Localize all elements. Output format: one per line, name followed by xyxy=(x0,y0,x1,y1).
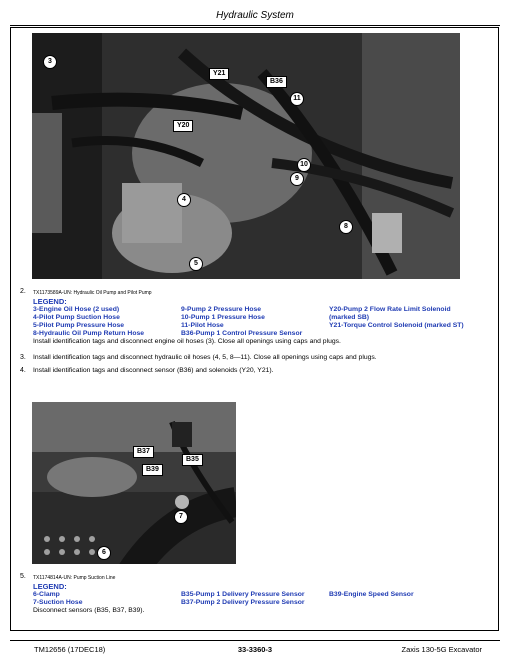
step-2-instruction: Install identification tags and disconnect engine oil hoses (3). Close all openings using caps and plugs. xyxy=(33,338,341,345)
legend-item: B36-Pump 1 Control Pressure Sensor xyxy=(181,330,303,337)
legend-item: Y21-Torque Control Solenoid (marked ST) xyxy=(329,322,464,329)
page-header-title: Hydraulic System xyxy=(216,10,294,21)
callout-9: 9 xyxy=(290,172,304,186)
legend-title-1: LEGEND: xyxy=(33,297,67,306)
legend-item: 11-Pilot Hose xyxy=(181,322,224,329)
suction-line-photo xyxy=(32,402,236,564)
tag-b35: B35 xyxy=(182,454,203,466)
legend-item: 4-Pilot Pump Suction Hose xyxy=(33,314,120,321)
tag-b37: B37 xyxy=(133,446,154,458)
step-2-number: 2. xyxy=(20,288,26,295)
callout-10: 10 xyxy=(297,158,311,172)
footer-page-number: 33-3360-3 xyxy=(237,645,273,654)
tag-b36: B36 xyxy=(266,76,287,88)
legend-item: 8-Hydraulic Oil Pump Return Hose xyxy=(33,330,145,337)
callout-7: 7 xyxy=(174,510,188,524)
figure-2-caption: TX1174814A-UN: Pump Suction Line xyxy=(33,575,116,581)
step-3-number: 3. xyxy=(20,354,26,361)
legend-item: 6-Clamp xyxy=(33,591,60,598)
callout-4: 4 xyxy=(177,193,191,207)
figure-1-caption: TX1173589A-UN: Hydraulic Oil Pump and Pilot Pump xyxy=(33,290,152,296)
step-4-text: Install identification tags and disconnect sensor (B36) and solenoids (Y20, Y21). xyxy=(33,367,274,374)
legend-item: 3-Engine Oil Hose (2 used) xyxy=(33,306,120,313)
step-5-instruction: Disconnect sensors (B35, B37, B39). xyxy=(33,607,145,614)
legend-item: 9-Pump 2 Pressure Hose xyxy=(181,306,262,313)
legend-item: B35-Pump 1 Delivery Pressure Sensor xyxy=(181,591,305,598)
step-5-number: 5. xyxy=(20,573,26,580)
legend-title-2: LEGEND: xyxy=(33,582,67,591)
callout-11: 11 xyxy=(290,92,304,106)
tag-y20: Y20 xyxy=(173,120,193,132)
header-divider xyxy=(10,25,500,26)
tag-b39: B39 xyxy=(142,464,163,476)
footer-doc-id: TM12656 (17DEC18) xyxy=(34,645,106,654)
footer-divider xyxy=(10,640,500,641)
legend-item: B39-Engine Speed Sensor xyxy=(329,591,414,598)
legend-item: (marked SB) xyxy=(329,314,370,321)
legend-item: 7-Suction Hose xyxy=(33,599,83,606)
legend-item: B37-Pump 2 Delivery Pressure Sensor xyxy=(181,599,305,606)
step-3-text: Install identification tags and disconnect hydraulic oil hoses (4, 5, 8—11). Close all openings using caps and plugs. xyxy=(33,354,377,361)
footer-model: Zaxis 130-5G Excavator xyxy=(401,645,482,654)
callout-8: 8 xyxy=(339,220,353,234)
legend-item: 5-Pilot Pump Pressure Hose xyxy=(33,322,125,329)
callout-6: 6 xyxy=(97,546,111,560)
hydraulic-pump-photo xyxy=(32,33,460,279)
callout-3: 3 xyxy=(43,55,57,69)
legend-item: 10-Pump 1 Pressure Hose xyxy=(181,314,265,321)
callout-5: 5 xyxy=(189,257,203,271)
legend-item: Y20-Pump 2 Flow Rate Limit Solenoid xyxy=(329,306,451,313)
tag-y21: Y21 xyxy=(209,68,229,80)
step-4-number: 4. xyxy=(20,367,26,374)
